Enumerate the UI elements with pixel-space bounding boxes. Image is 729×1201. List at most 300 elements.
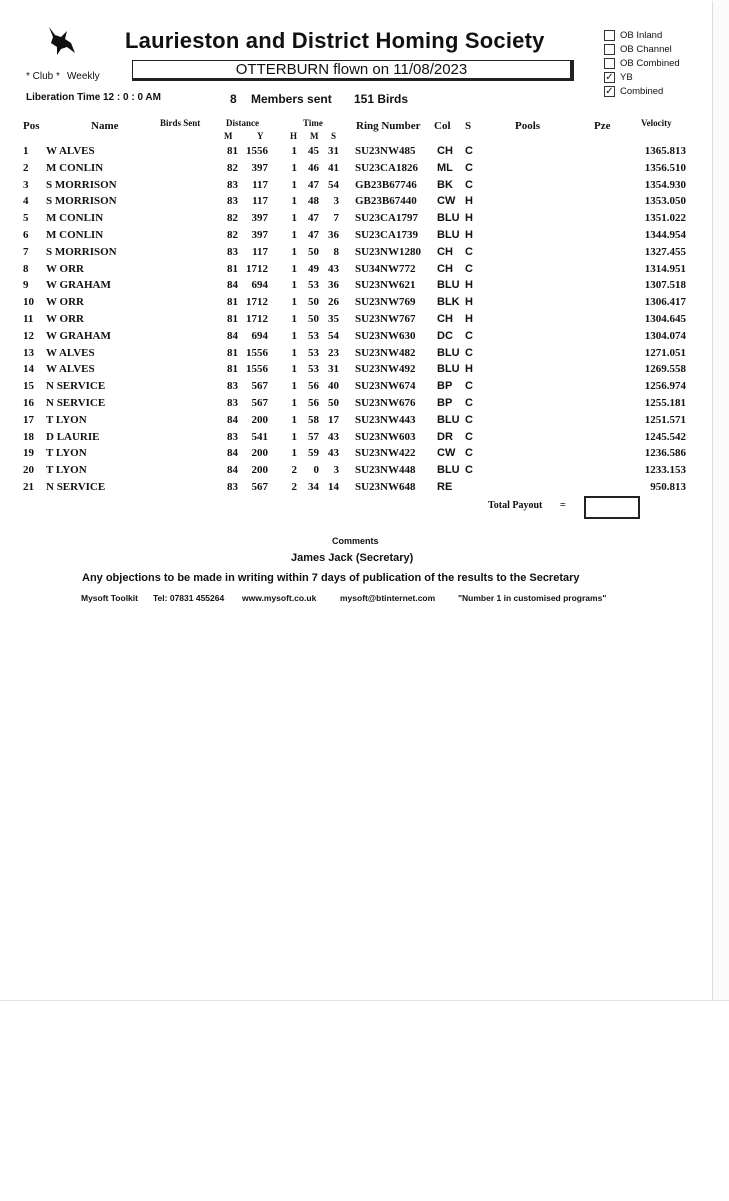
cell-time-m: 56 — [308, 380, 319, 393]
cell-dist-m: 84 — [227, 464, 238, 477]
cell-name: N SERVICE — [46, 481, 106, 493]
table-row — [0, 279, 712, 295]
cell-pos: 5 — [23, 212, 29, 225]
table-row — [0, 263, 712, 279]
table-row — [0, 481, 712, 497]
paper-background — [0, 1000, 729, 1201]
col-pools: Pools — [515, 120, 541, 132]
cell-dist-m: 84 — [227, 413, 238, 426]
cell-name: W ORR — [46, 262, 84, 275]
cell-name: T LYON — [46, 464, 87, 477]
cell-dist-m: 84 — [227, 447, 238, 460]
cell-time-m: 48 — [308, 195, 319, 208]
club-label: * Club * — [26, 71, 60, 82]
table-row — [0, 414, 712, 430]
cell-time-m: 50 — [308, 313, 319, 325]
cell-velocity: 1353.050 — [644, 195, 686, 208]
cell-colour: BLU — [437, 229, 460, 241]
cell-time-s: 8 — [333, 245, 339, 258]
checkbox-empty[interactable] — [604, 58, 615, 69]
cell-colour: CH — [437, 313, 453, 325]
table-row — [0, 330, 712, 346]
cell-pos: 12 — [23, 329, 34, 342]
cell-time-h: 1 — [291, 178, 297, 191]
birds-count: 151 Birds — [354, 92, 409, 106]
cell-dist-m: 84 — [227, 279, 238, 292]
cell-sex: C — [465, 161, 473, 174]
cell-dist-m: 81 — [227, 296, 238, 309]
cell-time-h: 1 — [291, 447, 297, 460]
society-title: Laurieston and District Homing Society — [125, 28, 545, 53]
cell-dist-m: 81 — [227, 346, 238, 359]
cell-sex: C — [465, 380, 473, 393]
cell-pos: 1 — [23, 145, 29, 157]
cell-ring: SU23NW422 — [355, 447, 416, 460]
cell-sex: C — [465, 464, 473, 477]
cell-time-m: 53 — [308, 363, 319, 376]
cell-time-s: 35 — [328, 313, 339, 325]
cell-name: W GRAHAM — [46, 329, 111, 342]
cell-dist-m: 83 — [227, 178, 238, 191]
table-row — [0, 447, 712, 463]
cell-time-s: 3 — [333, 195, 339, 208]
cell-velocity: 1365.813 — [644, 145, 686, 157]
cell-pos: 2 — [23, 161, 29, 174]
cell-colour: CW — [437, 447, 456, 460]
cell-colour: CW — [437, 195, 456, 208]
cell-time-m: 47 — [308, 229, 319, 241]
pigeon-logo-icon — [45, 25, 77, 57]
cell-sex: C — [465, 329, 473, 342]
cell-dist-y: 1556 — [246, 363, 268, 376]
option-ob-combined[interactable]: OB Combined — [604, 56, 680, 70]
cell-time-h: 1 — [291, 161, 297, 174]
cell-time-h: 1 — [291, 363, 297, 376]
cell-time-s: 31 — [328, 363, 339, 376]
table-row — [0, 195, 712, 211]
cell-colour: BLU — [437, 212, 460, 225]
cell-time-m: 50 — [308, 296, 319, 309]
cell-name: W ALVES — [46, 145, 95, 157]
cell-time-m: 34 — [308, 481, 319, 493]
cell-time-m: 46 — [308, 161, 319, 174]
cell-pos: 10 — [23, 296, 34, 309]
cell-time-m: 53 — [308, 329, 319, 342]
cell-time-h: 1 — [291, 229, 297, 241]
cell-velocity: 1356.510 — [644, 161, 686, 174]
table-row — [0, 380, 712, 396]
cell-velocity: 1233.153 — [644, 464, 686, 477]
col-pze: Pze — [594, 120, 611, 132]
cell-velocity: 1304.074 — [644, 329, 686, 342]
checkmark-icon[interactable]: ✓ — [605, 85, 614, 97]
cell-time-m: 57 — [308, 430, 319, 443]
cell-dist-y: 397 — [251, 161, 268, 174]
cell-time-m: 0 — [313, 464, 319, 477]
cell-time-s: 31 — [328, 145, 339, 157]
cell-name: W ORR — [46, 296, 84, 309]
cell-sex: H — [465, 195, 473, 208]
cell-ring: SU23CA1739 — [355, 229, 418, 241]
col-velocity: Velocity — [641, 118, 672, 128]
cell-ring: SU23CA1797 — [355, 212, 418, 225]
cell-pos: 16 — [23, 397, 34, 409]
cell-sex: C — [465, 397, 473, 409]
cell-pos: 18 — [23, 430, 34, 443]
cell-name: W ALVES — [46, 363, 95, 376]
cell-time-m: 49 — [308, 262, 319, 275]
cell-dist-m: 82 — [227, 161, 238, 174]
cell-time-s: 26 — [328, 296, 339, 309]
cell-colour: BLU — [437, 346, 460, 359]
cell-name: T LYON — [46, 413, 87, 426]
option-ob-inland[interactable]: OB Inland — [604, 28, 680, 42]
cell-ring: SU34NW772 — [355, 262, 416, 275]
cell-dist-y: 117 — [252, 245, 268, 258]
cell-pos: 4 — [23, 195, 29, 208]
cell-time-s: 40 — [328, 380, 339, 393]
cell-time-s: 41 — [328, 161, 339, 174]
cell-time-h: 1 — [291, 296, 297, 309]
cell-dist-y: 541 — [251, 430, 268, 443]
members-count: 8 — [230, 92, 237, 106]
cell-dist-y: 1712 — [246, 313, 268, 325]
cell-sex: H — [465, 229, 473, 241]
secretary-line: James Jack (Secretary) — [291, 552, 414, 564]
cell-colour: BLK — [437, 296, 460, 309]
cell-velocity: 1307.518 — [644, 279, 686, 292]
cell-dist-y: 117 — [252, 178, 268, 191]
cell-dist-y: 397 — [251, 212, 268, 225]
cell-velocity: 1351.022 — [644, 212, 686, 225]
cell-velocity: 1255.181 — [644, 397, 686, 409]
cell-dist-m: 83 — [227, 397, 238, 409]
col-pos: Pos — [23, 120, 40, 132]
cell-pos: 13 — [23, 346, 34, 359]
cell-colour: BP — [437, 397, 453, 409]
cell-name: S MORRISON — [46, 178, 117, 191]
col-time-h: H — [290, 131, 298, 141]
cell-time-s: 54 — [328, 178, 339, 191]
cell-colour: DR — [437, 430, 453, 443]
cell-time-h: 1 — [291, 430, 297, 443]
cell-ring: SU23NW482 — [355, 346, 416, 359]
cell-time-h: 1 — [291, 212, 297, 225]
cell-time-s: 36 — [328, 279, 339, 292]
option-combined[interactable]: ✓ Combined — [605, 85, 664, 97]
cell-colour: BLU — [437, 363, 460, 376]
cell-colour: BLU — [437, 413, 460, 426]
total-payout-equals: = — [560, 500, 566, 511]
cell-pos: 19 — [23, 447, 34, 460]
cell-time-s: 36 — [328, 229, 339, 241]
liberation-label: Liberation Time — [26, 92, 101, 103]
cell-pos: 17 — [23, 413, 34, 426]
cell-dist-y: 200 — [251, 464, 268, 477]
col-birds-sent: Birds Sent — [160, 118, 201, 128]
cell-sex: H — [465, 296, 473, 309]
cell-velocity: 1271.051 — [644, 346, 686, 359]
cell-colour: CH — [437, 145, 453, 157]
cell-name: W ORR — [46, 313, 84, 325]
cell-colour: DC — [437, 329, 453, 342]
cell-name: N SERVICE — [46, 380, 106, 393]
cell-time-m: 50 — [308, 245, 319, 258]
cell-dist-m: 81 — [227, 363, 238, 376]
cell-time-s: 3 — [333, 464, 339, 477]
cell-velocity: 1304.645 — [644, 313, 686, 325]
cell-pos: 6 — [23, 229, 29, 241]
cell-velocity: 1251.571 — [644, 413, 686, 426]
cell-dist-m: 81 — [227, 313, 238, 325]
cell-time-s: 43 — [328, 430, 339, 443]
cell-ring: SU23NW630 — [355, 329, 416, 342]
cell-name: N SERVICE — [46, 397, 106, 409]
cell-velocity: 1327.455 — [644, 245, 686, 258]
cell-sex: C — [465, 447, 473, 460]
software-email[interactable]: mysoft@btinternet.com — [340, 593, 436, 603]
cell-time-m: 53 — [308, 346, 319, 359]
cell-dist-m: 83 — [227, 430, 238, 443]
cell-pos: 8 — [23, 262, 29, 275]
cell-dist-y: 117 — [252, 195, 268, 208]
cell-time-h: 1 — [291, 313, 297, 325]
cell-dist-m: 81 — [227, 145, 238, 157]
cell-velocity: 1245.542 — [644, 430, 686, 443]
cell-name: S MORRISON — [46, 245, 117, 258]
table-row — [0, 464, 712, 480]
col-distance: Distance — [226, 118, 259, 128]
table-row — [0, 347, 712, 363]
cell-colour: BLU — [437, 464, 460, 477]
cell-pos: 14 — [23, 363, 34, 376]
cell-sex: H — [465, 279, 473, 292]
cell-time-s: 50 — [328, 397, 339, 409]
software-tel: Tel: 07831 455264 — [153, 593, 225, 603]
cell-name: T LYON — [46, 447, 87, 460]
cell-dist-y: 1556 — [246, 145, 268, 157]
cell-colour: CH — [437, 245, 453, 258]
cell-dist-m: 83 — [227, 481, 238, 493]
cell-velocity: 950.813 — [650, 481, 686, 493]
cell-name: S MORRISON — [46, 195, 117, 208]
race-title: OTTERBURN flown on 11/08/2023 — [132, 60, 574, 81]
cell-ring: SU23NW603 — [355, 430, 416, 443]
table-row — [0, 363, 712, 379]
comments-label: Comments — [332, 536, 379, 546]
table-row — [0, 179, 712, 195]
cell-ring: SU23CA1826 — [355, 161, 418, 174]
cell-sex: H — [465, 313, 473, 325]
cell-dist-y: 1556 — [246, 346, 268, 359]
cell-colour: BK — [437, 178, 453, 191]
option-ob-channel[interactable]: OB Channel — [604, 42, 680, 56]
cell-pos: 20 — [23, 464, 34, 477]
objections-line: Any objections to be made in writing within 7 days of publication of the results to the Secretary — [82, 572, 580, 584]
cell-velocity: 1306.417 — [644, 296, 686, 309]
cell-ring: SU23NW674 — [355, 380, 416, 393]
cell-colour: CH — [437, 262, 453, 275]
cell-ring: SU23NW485 — [355, 145, 416, 157]
cell-time-h: 1 — [291, 397, 297, 409]
cell-dist-y: 1712 — [246, 262, 268, 275]
cell-time-m: 59 — [308, 447, 319, 460]
cell-pos: 15 — [23, 380, 34, 393]
cell-time-m: 47 — [308, 178, 319, 191]
software-name: Mysoft Toolkit — [81, 593, 138, 603]
cell-time-s: 43 — [328, 447, 339, 460]
cell-sex: H — [465, 363, 473, 376]
cell-ring: SU23NW767 — [355, 313, 416, 325]
cell-time-h: 1 — [291, 279, 297, 292]
cell-ring: SU23NW443 — [355, 413, 416, 426]
cell-dist-m: 83 — [227, 380, 238, 393]
col-name: Name — [91, 120, 119, 132]
cell-pos: 21 — [23, 481, 34, 493]
cell-time-h: 1 — [291, 145, 297, 157]
cell-time-h: 1 — [291, 245, 297, 258]
software-web[interactable]: www.mysoft.co.uk — [242, 593, 317, 603]
members-label: Members sent — [251, 92, 332, 106]
cell-ring: SU23NW676 — [355, 397, 416, 409]
option-yb[interactable]: ✓ YB — [605, 71, 633, 83]
cell-dist-y: 200 — [251, 413, 268, 426]
col-time-s: S — [331, 131, 337, 141]
table-row — [0, 431, 712, 447]
cell-pos: 9 — [23, 279, 29, 292]
cell-name: M CONLIN — [46, 229, 104, 241]
weekly-label: Weekly — [67, 71, 100, 82]
cell-time-m: 47 — [308, 212, 319, 225]
cell-colour: ML — [437, 161, 453, 174]
cell-velocity: 1354.930 — [644, 178, 686, 191]
cell-pos: 3 — [23, 178, 29, 191]
total-payout-box — [584, 496, 640, 519]
cell-time-h: 2 — [291, 481, 297, 493]
cell-time-m: 45 — [308, 145, 319, 157]
cell-pos: 7 — [23, 245, 29, 258]
cell-dist-y: 200 — [251, 447, 268, 460]
cell-time-h: 1 — [291, 346, 297, 359]
liberation-time: 12 : 0 : 0 AM — [103, 92, 161, 103]
cell-velocity: 1314.951 — [644, 262, 686, 275]
software-tagline: "Number 1 in customised programs" — [458, 593, 607, 603]
cell-sex: C — [465, 262, 473, 275]
cell-dist-m: 82 — [227, 212, 238, 225]
cell-name: W ALVES — [46, 346, 95, 359]
table-row — [0, 145, 712, 161]
cell-ring: SU23NW769 — [355, 296, 416, 309]
col-col: Col — [434, 120, 451, 132]
cell-name: M CONLIN — [46, 161, 104, 174]
col-ring: Ring Number — [356, 120, 421, 132]
cell-velocity: 1236.586 — [644, 447, 686, 460]
checkbox-empty[interactable] — [604, 30, 615, 41]
cell-sex: C — [465, 178, 473, 191]
cell-dist-y: 397 — [251, 229, 268, 241]
col-time-m: M — [310, 131, 319, 141]
checkmark-icon[interactable]: ✓ — [605, 71, 614, 83]
col-dist-y: Y — [257, 131, 264, 141]
cell-ring: GB23B67440 — [355, 195, 417, 208]
table-row — [0, 229, 712, 245]
cell-time-s: 54 — [328, 329, 339, 342]
cell-time-m: 56 — [308, 397, 319, 409]
cell-ring: SU23NW621 — [355, 279, 416, 292]
cell-time-h: 1 — [291, 195, 297, 208]
cell-time-h: 1 — [291, 262, 297, 275]
cell-time-h: 1 — [291, 413, 297, 426]
cell-dist-m: 82 — [227, 229, 238, 241]
cell-time-s: 17 — [328, 413, 339, 426]
cell-sex: C — [465, 430, 473, 443]
total-payout-label: Total Payout — [488, 500, 543, 511]
cell-ring: SU23NW492 — [355, 363, 416, 376]
cell-name: D LAURIE — [46, 430, 100, 443]
checkbox-empty[interactable] — [604, 44, 615, 55]
cell-time-s: 14 — [328, 481, 339, 493]
cell-velocity: 1269.558 — [644, 363, 686, 376]
cell-dist-y: 1712 — [246, 296, 268, 309]
cell-dist-y: 567 — [251, 481, 268, 493]
cell-time-s: 7 — [333, 212, 339, 225]
cell-sex: C — [465, 245, 473, 258]
cell-colour: RE — [437, 481, 453, 493]
table-row — [0, 246, 712, 262]
cell-sex: C — [465, 346, 473, 359]
cell-dist-m: 84 — [227, 329, 238, 342]
cell-time-h: 2 — [291, 464, 297, 477]
cell-dist-m: 83 — [227, 195, 238, 208]
cell-velocity: 1344.954 — [644, 229, 686, 241]
cell-time-h: 1 — [291, 329, 297, 342]
cell-dist-y: 567 — [251, 397, 268, 409]
table-row — [0, 397, 712, 413]
cell-dist-y: 694 — [251, 329, 268, 342]
table-row — [0, 212, 712, 228]
col-time: Time — [303, 118, 323, 128]
cell-colour: BP — [437, 380, 453, 393]
cell-ring: SU23NW448 — [355, 464, 416, 477]
cell-dist-y: 567 — [251, 380, 268, 393]
cell-time-m: 53 — [308, 279, 319, 292]
cell-time-h: 1 — [291, 380, 297, 393]
cell-time-m: 58 — [308, 413, 319, 426]
cell-name: W GRAHAM — [46, 279, 111, 292]
table-row — [0, 162, 712, 178]
cell-name: M CONLIN — [46, 212, 104, 225]
cell-time-s: 43 — [328, 262, 339, 275]
cell-sex: C — [465, 145, 473, 157]
cell-dist-m: 83 — [227, 245, 238, 258]
table-row — [0, 296, 712, 312]
table-row — [0, 313, 712, 329]
options-panel — [604, 28, 680, 98]
cell-ring: GB23B67746 — [355, 178, 417, 191]
cell-velocity: 1256.974 — [644, 380, 686, 393]
cell-sex: C — [465, 413, 473, 426]
col-s: S — [465, 120, 472, 132]
cell-dist-y: 694 — [251, 279, 268, 292]
cell-time-s: 23 — [328, 346, 339, 359]
cell-pos: 11 — [23, 313, 34, 325]
cell-ring: SU23NW1280 — [355, 245, 422, 258]
cell-sex: H — [465, 212, 473, 225]
cell-dist-m: 81 — [227, 262, 238, 275]
cell-ring: SU23NW648 — [355, 481, 416, 493]
cell-colour: BLU — [437, 279, 460, 292]
col-dist-m: M — [224, 131, 233, 141]
